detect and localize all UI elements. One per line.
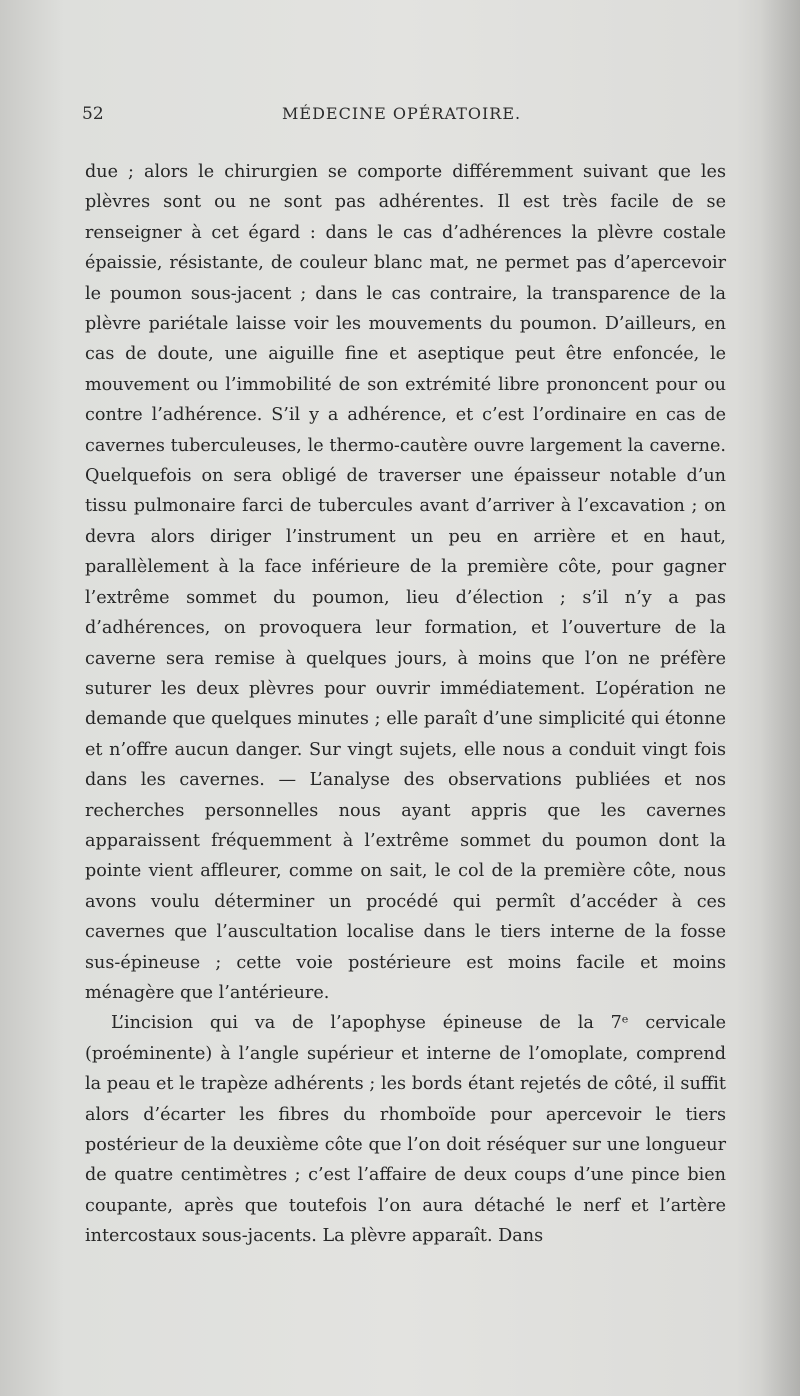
paragraph-2: L’incision qui va de l’apophyse épineuse de la 7ᵉ cervicale (proéminente) à l’angle supérieur et interne de l’omoplate, comprend la peau et le trapèze adhérents ; les bords étant rejetés de côté, il suffit alors d’écarter les fibres du rhomboïde pour apercevoir le tiers postérieur de la deuxième côte que l’on doit réséquer sur une longueur de quatre centimètres ; c’est l’affaire de deux coups d’une pince bien coupante, après que toutefois l’on aura détaché le nerf et l’artère intercostaux sous-jacents. La plèvre apparaît. Dans (85, 1013, 726, 1247)
paragraph-1: due ; alors le chirurgien se comporte différemment suivant que les plèvres sont ou ne sont pas adhérentes. Il est très facile de se renseigner à cet égard : dans le cas d’adhérences la plèvre costale épaissie, résistante, de couleur blanc mat, ne permet pas d’apercevoir le poumon sous-jacent ; dans le cas contraire, la transparence de la plèvre pariétale laisse voir les mouvements du poumon. D’ailleurs, en cas de doute, une aiguille fine et aseptique peut être enfoncée, le mouvement ou l’immobilité de son extrémité libre prononcent pour ou contre l’adhérence. S’il y a adhérence, et c’est l’ordinaire en cas de cavernes tuberculeuses, le thermo-cautère ouvre largement la caverne. Quelquefois on sera obligé de traverser une épaisseur notable d’un tissu pulmonaire farci de tubercules avant d’arriver à l’excavation ; on devra alors diriger l’instrument un peu en arrière et en haut, parallèlement à la face inférieure de la première côte, pour gagner l’extrême sommet du poumon, lieu d’élection ; s’il n’y a pas d’adhérences, on provoquera leur formation, et l’ouverture de la caverne sera remise à quelques jours, à moins que l’on ne préfère suturer les deux plèvres pour ouvrir immédiatement. L’opération ne demande que quelques minutes ; elle paraît d’une simplicité qui étonne et n’offre aucun danger. Sur vingt sujets, elle nous a conduit vingt fois dans les cavernes. — L’analyse des observations publiées et nos recherches personnelles nous ayant appris que les cavernes apparaissent fréquemment à l’extrême sommet du poumon dont la pointe vient affleurer, comme on sait, le col de la première côte, nous avons voulu déterminer un procédé qui permît d’accéder à ces cavernes que l’auscultation localise dans le tiers interne de la fosse sus-épineuse ; cette voie postérieure est moins facile et moins ménagère que l’antérieure. (85, 162, 726, 1003)
page-header (82, 100, 730, 134)
page-number: 52 (82, 104, 104, 124)
body-text (85, 157, 726, 1252)
running-title: MÉDECINE OPÉRATOIRE. (282, 104, 522, 123)
